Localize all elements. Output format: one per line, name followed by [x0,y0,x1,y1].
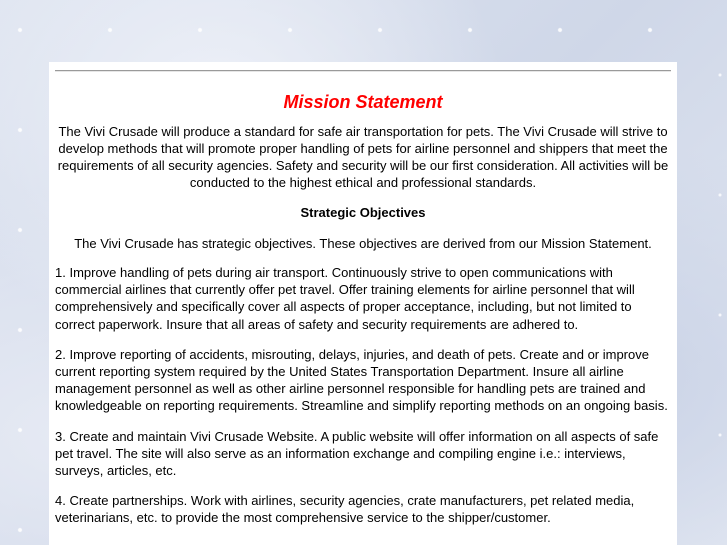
objective-item: 3. Create and maintain Vivi Crusade Website. A public website will offer information on all aspects of safe pet travel. The site will also serve as an information exchange and compiling engine i.e.: interviews, surveys, articles, etc. [55,428,659,479]
objective-item: 4. Create partnerships. Work with airlines, security agencies, crate manufacturers, pet related media, veterinarians, etc. to provide the most comprehensive service to the shipper/customer. [55,493,635,526]
objective-item: 1. Improve handling of pets during air transport. Continuously strive to open communications with commercial airlines that currently offer pet travel. Offer training elements for airline personnel that will comprehensively and specifically cover all aspects of proper acceptance, including, but not limited to correct paperwork. Insure that all areas of safety and security requirements are adhered to. [55,265,635,332]
objectives-heading: Strategic Objectives [300,205,426,220]
page-title: Mission Statement [283,92,443,112]
objective-item: 2. Improve reporting of accidents, misrouting, delays, injuries, and death of pets. Create and or improve current reporting system required by the United States Transportation Department. Insure all airline management personnel as well as other airline personnel responsible for handling pets are trained and knowledgeable on reporting requirements. Streamline and simplify reporting methods on an ongoing basis. [55,346,668,414]
content-panel [49,62,677,545]
horizontal-rule [55,70,671,72]
objectives-intro: The Vivi Crusade has strategic objectives. These objectives are derived from our Mission Statement. [74,236,652,251]
mission-text: The Vivi Crusade will produce a standard for safe air transportation for pets. The Vivi Crusade will strive to develop methods that will promote proper handling of pets for airline personnel and shippers that meet the requirements of all security agencies. Safety and security will be our first consideration. All activities will be conducted to the highest ethical and professional standards. [57,124,669,190]
